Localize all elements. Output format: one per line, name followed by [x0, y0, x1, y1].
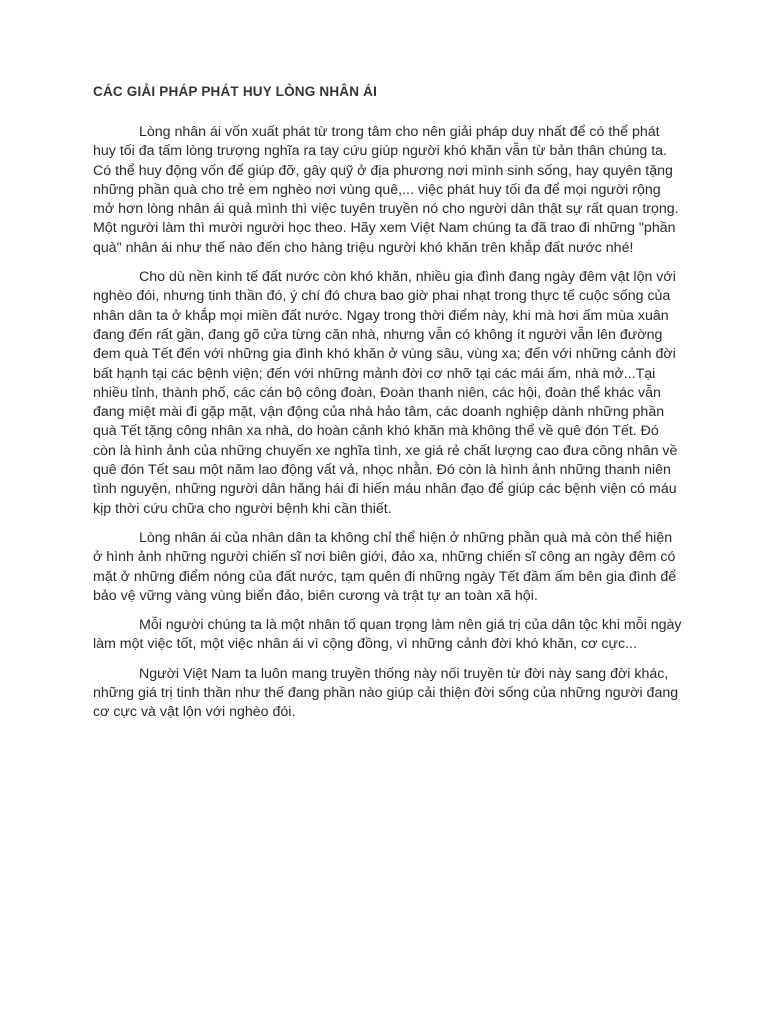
document-title: CÁC GIẢI PHÁP PHÁT HUY LÒNG NHÂN ÁI: [93, 84, 378, 99]
paragraph-4: Mỗi người chúng ta là một nhân tố quan trọng làm nên giá trị của dân tộc khi mỗi ngày làm một việc tốt, một việc nhân ái vì cộng đồng, vì những cảnh đời khó khăn, cơ cực...: [93, 617, 682, 653]
document-body: [93, 84, 683, 733]
paragraph-1: Lòng nhân ái vốn xuất phát từ trong tâm cho nên giải pháp duy nhất để có thể phát huy tối đa tấm lòng trượng nghĩa ra tay cứu giúp người khó khăn vẫn từ bản thân chúng ta. Có thể huy động vốn để giúp đỡ, gây quỹ ở địa phương nơi mình sinh sống, hay quyên tặng những phần quà cho trẻ em nghèo nơi vùng quê,... việc phát huy tối đa để mọi người rộng mở hơn lòng nhân ái quả mình thì việc tuyên truyền nó cho người dân thật sự rất quan trọng. Một người làm thì mười người học theo. Hãy xem Việt Nam chúng ta đã trao đi những "phần quà" nhân ái như thế nào đến cho hàng triệu người khó khăn trên khắp đất nước nhé!: [93, 124, 679, 256]
paragraph-5: Người Việt Nam ta luôn mang truyền thống này nối truyền từ đời này sang đời khác, những giá trị tinh thần như thế đang phần nào giúp cải thiện đời sống của những người đang cơ cực và vật lộn với nghèo đói.: [93, 665, 679, 721]
paragraph-3: Lòng nhân ái của nhân dân ta không chỉ thể hiện ở những phần quà mà còn thể hiện ở hình ảnh những người chiến sĩ nơi biên giới, đảo xa, những chiến sĩ công an ngày đêm có mặt ở những điểm nóng của đất nước, tạm quên đi những ngày Tết đầm ấm bên gia đình để bảo vệ vững vàng vùng biển đảo, biên cương và trật tự an toàn xã hội.: [93, 529, 677, 604]
paragraph-2: Cho dù nền kinh tế đất nước còn khó khăn, nhiều gia đình đang ngày đêm vật lộn với nghèo đói, nhưng tinh thần đó, ý chí đó chưa bao giờ phai nhạt trong thực tế cuộc sống của nhân dân ta ở khắp mọi miền đất nước. Ngay trong thời điểm này, khi mà hơi ấm mùa xuân đang đến rất gần, đang gõ cửa từng căn nhà, nhưng vẫn có không ít người vẫn lên đường đem quà Tết đến với những gia đình khó khăn ở vùng sâu, vùng xa; đến với những cảnh đời bất hạnh tại các bệnh viện; đến với những mảnh đời cơ nhỡ tại các mái ấm, nhà mở...Tại nhiều tỉnh, thành phố, các cán bộ công đoàn, Đoàn thanh niên, các hội, đoàn thể khác vẫn đang miệt mài đi gặp mặt, vận động của nhà hảo tâm, các doanh nghiệp dành những phần quà Tết tặng công nhân xa nhà, do hoàn cảnh khó khăn mà không thể về quê đón Tết. Đó còn là hình ảnh của những chuyến xe nghĩa tình, xe giá rẻ chất lượng cao đưa công nhân về quê đón Tết sau một năm lao động vất vả, nhọc nhằn. Đó còn là hình ảnh những thanh niên tình nguyện, những người dân hăng hái đi hiến máu nhân đạo để giúp các bệnh viện có máu kịp thời cứu chữa cho người bệnh khi cần thiết.: [93, 269, 678, 517]
